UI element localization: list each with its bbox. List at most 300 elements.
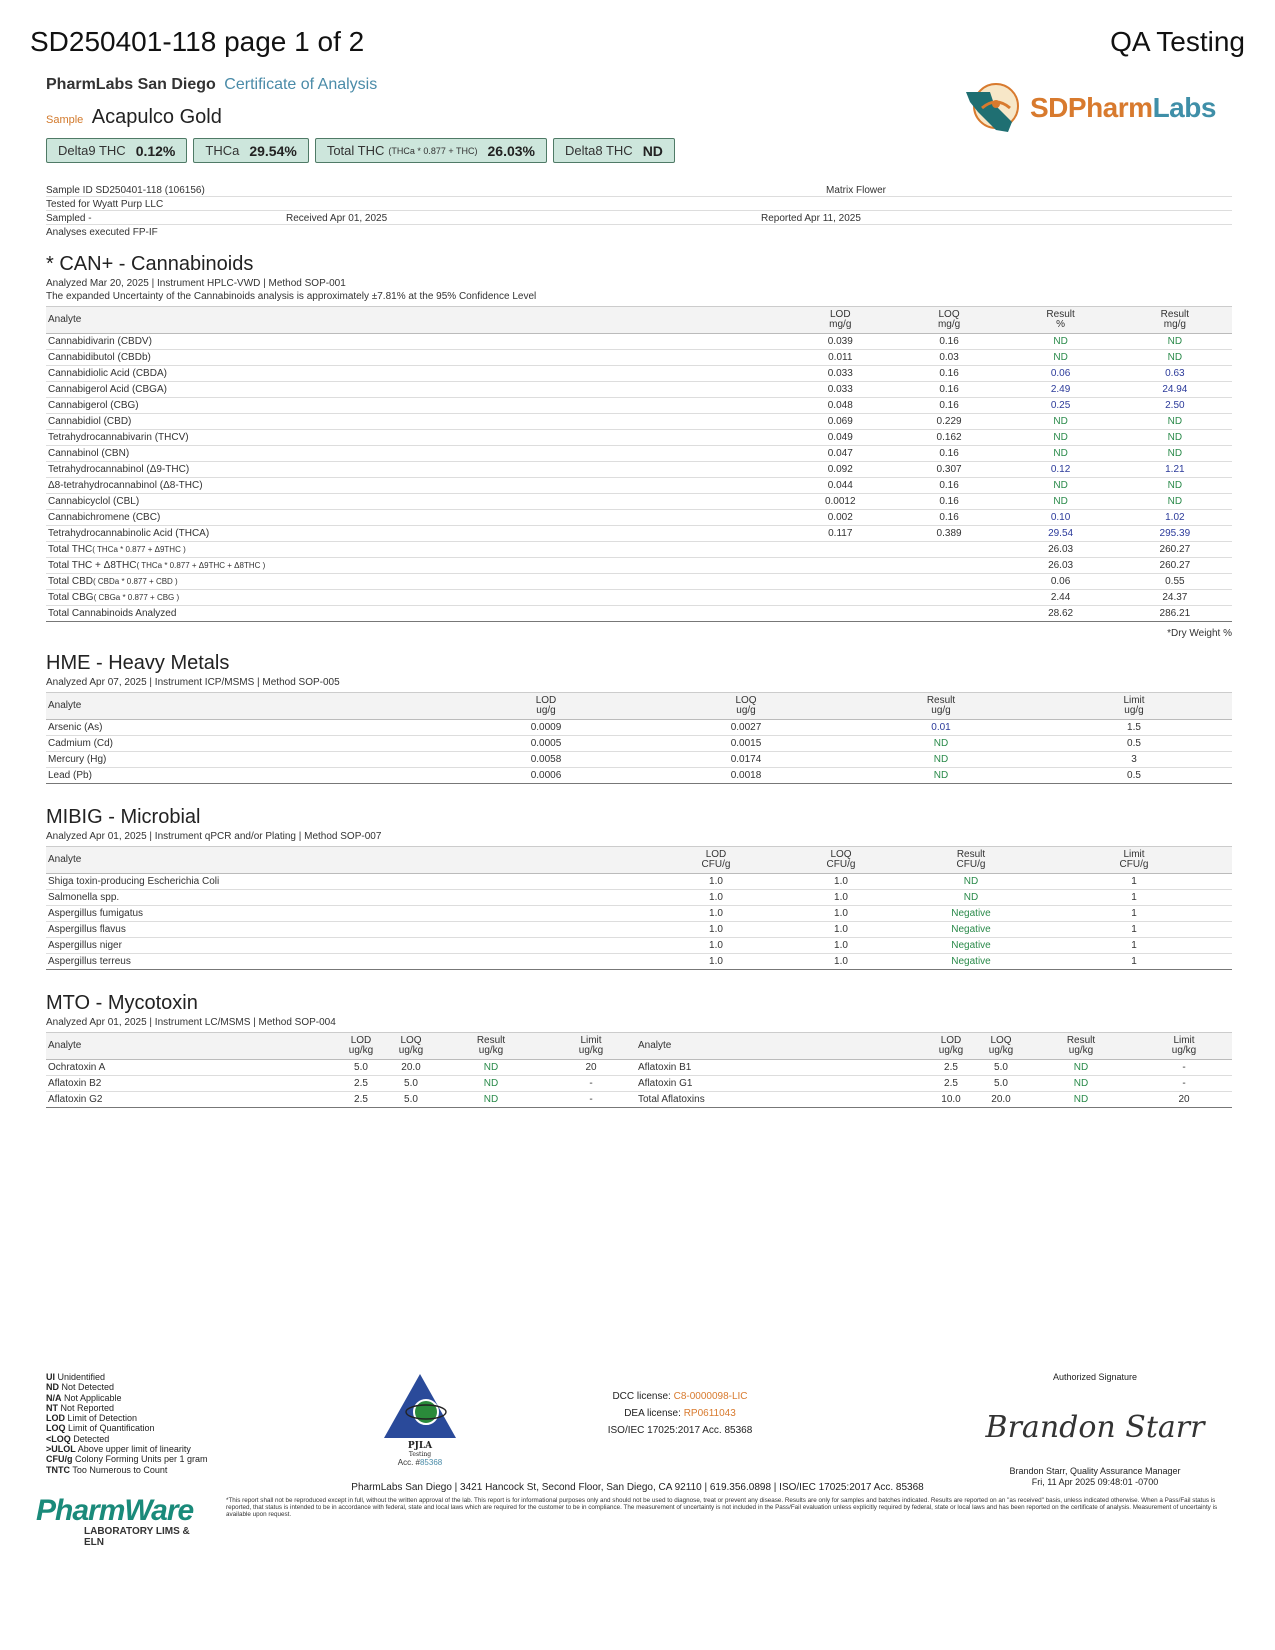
uncertainty-note: The expanded Uncertainty of the Cannabinoids analysis is approximately ±7.81% at the 95% Confidence Level <box>46 291 537 302</box>
table-row <box>46 526 1232 542</box>
table-cell: 1.0 <box>656 874 776 890</box>
table-cell: ND <box>1118 414 1232 430</box>
table-cell: ND <box>1026 1060 1136 1076</box>
table-row <box>46 720 1232 736</box>
table-cell: 20 <box>546 1060 636 1076</box>
table-cell: 0.389 <box>895 526 1004 542</box>
table-cell: ND <box>1118 334 1232 350</box>
table-cell: Tetrahydrocannabinol (Δ9-THC) <box>46 462 786 478</box>
logo-labs: Labs <box>1152 92 1216 123</box>
cannabinoids-table <box>46 306 1232 622</box>
signed-date: Fri, 11 Apr 2025 09:48:01 -0700 <box>1031 1477 1159 1487</box>
dcc-license: DCC license: C8-0000098-LIC <box>612 1391 748 1402</box>
table-cell: 1.0 <box>776 922 906 938</box>
table-cell <box>786 574 895 590</box>
footer-address: PharmLabs San Diego | 3421 Hancock St, Second Floor, San Diego, CA 92110 | 619.356.0898 | ISO/IEC 17025:2017 Acc. 85368 <box>351 1482 924 1493</box>
table-cell: 1 <box>1036 874 1232 890</box>
table-cell: - <box>1136 1076 1232 1092</box>
table-row <box>46 398 1232 414</box>
table-cell: 2.44 <box>1003 590 1117 606</box>
table-cell: ND <box>846 736 1036 752</box>
table-cell <box>895 542 1004 558</box>
sampled: Sampled - <box>46 213 92 224</box>
table-cell <box>895 574 1004 590</box>
meta-row <box>46 183 1232 197</box>
table-cell: 1.0 <box>656 906 776 922</box>
table-cell: Arsenic (As) <box>46 720 446 736</box>
badge-delta8 <box>553 138 675 163</box>
table-cell: ND <box>436 1060 546 1076</box>
table-cell: 24.94 <box>1118 382 1232 398</box>
table-cell: Cannabidivarin (CBDV) <box>46 334 786 350</box>
table-row <box>46 350 1232 366</box>
header-loq: LOQ CFU/g <box>776 847 906 874</box>
table-cell: 5.0 <box>976 1076 1026 1092</box>
table-cell: Negative <box>906 906 1036 922</box>
table-cell: 0.039 <box>786 334 895 350</box>
table-cell: ND <box>906 874 1036 890</box>
mycotoxin-section <box>46 992 1232 1108</box>
table-cell: ND <box>1003 350 1117 366</box>
table-cell: 0.16 <box>895 478 1004 494</box>
header-limit: Limit ug/g <box>1036 693 1232 720</box>
table-row <box>46 1076 1232 1092</box>
section-subtitle: Analyzed Mar 20, 2025 | Instrument HPLC-VWD | Method SOP-001 <box>46 278 346 289</box>
table-cell: 20.0 <box>976 1092 1026 1108</box>
table-cell: 1 <box>1036 890 1232 906</box>
table-cell: 286.21 <box>1118 606 1232 622</box>
table-cell: 1.0 <box>776 906 906 922</box>
logo-pharm: Pharm <box>1067 92 1153 123</box>
badge-value: 26.03% <box>487 142 535 159</box>
table-cell: 0.16 <box>895 366 1004 382</box>
table-row <box>46 1092 1232 1108</box>
table-cell: Aspergillus terreus <box>46 954 656 970</box>
table-cell: 2.50 <box>1118 398 1232 414</box>
table-cell: 1.0 <box>776 954 906 970</box>
lab-name: PharmLabs San Diego <box>46 76 216 93</box>
table-cell: 0.06 <box>1003 366 1117 382</box>
table-cell: 0.162 <box>895 430 1004 446</box>
table-cell: 5.0 <box>976 1060 1026 1076</box>
table-cell: ND <box>436 1076 546 1092</box>
table-cell: 0.16 <box>895 494 1004 510</box>
table-cell: 0.044 <box>786 478 895 494</box>
signer-name: Brandon Starr, Quality Assurance Manager <box>1009 1466 1181 1476</box>
tested-for: Tested for Wyatt Purp LLC <box>46 199 164 210</box>
cannabinoids-section <box>46 253 1232 639</box>
table-cell: Cadmium (Cd) <box>46 736 446 752</box>
table-row <box>46 366 1232 382</box>
header-lod: LOD ug/kg <box>926 1033 976 1060</box>
heavy-metals-section <box>46 652 1232 784</box>
section-title: HME - Heavy Metals <box>46 652 230 674</box>
disclaimer: *This report shall not be reproduced except in full, without the written approval of the lab. This report is for informational purposes only and should not be used to diagnose, treat or prevent any disease. Results are only for samples and batches indicated. Results are reported on an "as received" basis, unless indicated otherwise. When a Pass/Fail status is reported, that status is intended to be in accordance with federal, state and local laws which are required for the customer to be in compliance. The measurement of uncertainty is not included in the Pass/Fail evaluation unless explicitly required by federal, state or local laws and has been reported on the certificate of analysis. Measurement of uncertainty is available upon request. <box>226 1497 1218 1518</box>
table-row <box>46 752 1232 768</box>
table-cell: Cannabigerol (CBG) <box>46 398 786 414</box>
report-title: SD250401-118 page 1 of 2 <box>30 26 365 57</box>
table-cell: ND <box>1118 430 1232 446</box>
total-label: Total CBD( CBDa * 0.877 + CBD ) <box>46 574 786 590</box>
badge-total-thc <box>315 138 547 163</box>
table-cell: 5.0 <box>386 1092 436 1108</box>
header-analyte: Analyte <box>46 847 656 874</box>
table-cell: ND <box>1003 430 1117 446</box>
signature-block <box>975 1372 1215 1488</box>
table-cell: 1.0 <box>656 922 776 938</box>
table-cell: 26.03 <box>1003 542 1117 558</box>
meta-row <box>46 197 1232 211</box>
header-lod: LOD mg/g <box>786 307 895 334</box>
heavy-metals-table <box>46 692 1232 784</box>
table-cell: 0.16 <box>895 382 1004 398</box>
table-cell: Negative <box>906 954 1036 970</box>
table-row <box>46 954 1232 970</box>
section-title: MTO - Mycotoxin <box>46 992 198 1014</box>
table-cell: 3 <box>1036 752 1232 768</box>
doc-type: Certificate of Analysis <box>224 76 378 93</box>
table-cell <box>895 558 1004 574</box>
table-cell: ND <box>1118 478 1232 494</box>
table-cell: ND <box>1003 446 1117 462</box>
table-row <box>46 334 1232 350</box>
acc-number: Acc. #85368 <box>397 1458 443 1467</box>
badge-thca <box>193 138 308 163</box>
table-row <box>46 574 1232 590</box>
legend-item: TNTC Too Numerous to Count <box>46 1464 168 1475</box>
table-row <box>46 542 1232 558</box>
table-cell: 0.16 <box>895 510 1004 526</box>
table-cell: 0.0012 <box>786 494 895 510</box>
table-cell: 0.117 <box>786 526 895 542</box>
table-cell: 0.10 <box>1003 510 1117 526</box>
badge-formula: (THCa * 0.877 + THC) <box>388 145 478 156</box>
table-cell: 0.002 <box>786 510 895 526</box>
table-cell: ND <box>1118 350 1232 366</box>
table-cell: 0.5 <box>1036 768 1232 784</box>
table-cell: ND <box>1003 414 1117 430</box>
table-cell: 5.0 <box>336 1060 386 1076</box>
table-row <box>46 414 1232 430</box>
signature-heading: Authorized Signature <box>1052 1372 1138 1382</box>
california-logo-icon <box>960 78 1024 138</box>
table-cell: 0.03 <box>895 350 1004 366</box>
table-cell: ND <box>436 1092 546 1108</box>
table-cell: 26.03 <box>1003 558 1117 574</box>
table-cell: 1.0 <box>776 890 906 906</box>
sample-line <box>46 106 222 129</box>
microbial-section <box>46 806 1232 970</box>
table-cell: 0.0058 <box>446 752 646 768</box>
table-cell: Tetrahydrocannabinolic Acid (THCA) <box>46 526 786 542</box>
table-cell: Aflatoxin B2 <box>46 1076 336 1092</box>
table-cell: 0.069 <box>786 414 895 430</box>
table-cell: 2.5 <box>336 1076 386 1092</box>
table-row <box>46 590 1232 606</box>
table-row <box>46 558 1232 574</box>
header-lod: LOD ug/kg <box>336 1033 386 1060</box>
table-row <box>46 382 1232 398</box>
table-cell: 1 <box>1036 906 1232 922</box>
table-cell: 28.62 <box>1003 606 1117 622</box>
table-cell: Aspergillus fumigatus <box>46 906 656 922</box>
mycotoxin-table <box>46 1032 1232 1108</box>
table-cell: 0.12 <box>1003 462 1117 478</box>
table-cell: ND <box>846 768 1036 784</box>
table-cell: Cannabichromene (CBC) <box>46 510 786 526</box>
table-cell: Cannabinol (CBN) <box>46 446 786 462</box>
table-cell: 1.0 <box>656 938 776 954</box>
table-cell: ND <box>1118 494 1232 510</box>
table-cell: ND <box>1003 478 1117 494</box>
table-cell: Aspergillus niger <box>46 938 656 954</box>
header-analyte: Analyte <box>46 307 786 334</box>
pjla-testing: Testing <box>408 1451 432 1458</box>
sample-label: Sample <box>46 114 84 126</box>
table-cell: 2.49 <box>1003 382 1117 398</box>
license-block <box>540 1388 820 1439</box>
received: Received Apr 01, 2025 <box>286 213 388 224</box>
header-loq: LOQ mg/g <box>895 307 1004 334</box>
header-analyte: Analyte <box>46 693 446 720</box>
table-cell: Aspergillus flavus <box>46 922 656 938</box>
table-row <box>46 938 1232 954</box>
table-cell: 0.048 <box>786 398 895 414</box>
table-cell <box>895 606 1004 622</box>
legend-item: ND Not Detected <box>46 1382 115 1393</box>
badge-value: ND <box>642 142 663 159</box>
table-cell: 20 <box>1136 1092 1232 1108</box>
pharmware-logo <box>36 1494 206 1550</box>
total-label: Total THC( THCa * 0.877 + Δ9THC ) <box>46 542 786 558</box>
header-result: Result ug/kg <box>436 1033 546 1060</box>
table-cell: 0.033 <box>786 382 895 398</box>
table-cell: Ochratoxin A <box>46 1060 336 1076</box>
analyses-executed: Analyses executed FP-IF <box>46 227 158 238</box>
table-row <box>46 736 1232 752</box>
table-cell: 0.0027 <box>646 720 846 736</box>
badge-label: Total THC <box>326 143 385 158</box>
header-result: Result ug/g <box>846 693 1036 720</box>
abbreviation-legend <box>46 1372 208 1475</box>
legend-item: LOD Limit of Detection <box>46 1413 138 1424</box>
table-cell: ND <box>1118 446 1232 462</box>
table-cell: 2.5 <box>926 1076 976 1092</box>
table-cell: 260.27 <box>1118 542 1232 558</box>
meta-row <box>46 211 1232 225</box>
table-cell: Cannabidiol (CBD) <box>46 414 786 430</box>
table-row <box>46 890 1232 906</box>
table-row <box>46 494 1232 510</box>
table-header <box>46 847 1232 874</box>
dea-license: DEA license: RP0611043 <box>624 1408 736 1419</box>
table-cell: Cannabidibutol (CBDb) <box>46 350 786 366</box>
legend-item: UI Unidentified <box>46 1372 106 1382</box>
table-cell: Lead (Pb) <box>46 768 446 784</box>
section-subtitle: Analyzed Apr 07, 2025 | Instrument ICP/MSMS | Method SOP-005 <box>46 677 340 688</box>
table-row <box>46 768 1232 784</box>
table-cell: Δ8-tetrahydrocannabinol (Δ8-THC) <box>46 478 786 494</box>
pjla-accreditation <box>380 1372 460 1468</box>
table-cell: 20.0 <box>386 1060 436 1076</box>
table-header <box>46 1033 1232 1060</box>
table-cell: Cannabidiolic Acid (CBDA) <box>46 366 786 382</box>
table-cell: 0.307 <box>895 462 1004 478</box>
table-cell: Salmonella spp. <box>46 890 656 906</box>
microbial-table <box>46 846 1232 970</box>
total-label: Total CBG( CBGa * 0.877 + CBG ) <box>46 590 786 606</box>
table-cell: 10.0 <box>926 1092 976 1108</box>
table-header <box>46 693 1232 720</box>
table-cell: 2.5 <box>336 1092 386 1108</box>
table-cell: ND <box>906 890 1036 906</box>
table-cell: Aflatoxin G2 <box>46 1092 336 1108</box>
lab-line <box>46 76 377 94</box>
section-title: * CAN+ - Cannabinoids <box>46 253 254 275</box>
table-cell: 24.37 <box>1118 590 1232 606</box>
header-result: Result CFU/g <box>906 847 1036 874</box>
header-analyte: Analyte <box>46 1033 336 1060</box>
total-label: Total Cannabinoids Analyzed <box>46 606 786 622</box>
table-cell: ND <box>1026 1092 1136 1108</box>
section-subtitle: Analyzed Apr 01, 2025 | Instrument LC/MSMS | Method SOP-004 <box>46 1017 336 1028</box>
table-cell: 1 <box>1036 938 1232 954</box>
legend-item: N/A Not Applicable <box>46 1392 122 1403</box>
legend-item: CFU/g Colony Forming Units per 1 gram <box>46 1454 208 1465</box>
table-cell <box>786 558 895 574</box>
table-cell: 0.0015 <box>646 736 846 752</box>
table-cell: 0.63 <box>1118 366 1232 382</box>
table-cell: ND <box>1026 1076 1136 1092</box>
badge-value: 0.12% <box>135 142 176 159</box>
table-cell: ND <box>846 752 1036 768</box>
table-cell: 1.0 <box>656 954 776 970</box>
table-cell: Aflatoxin B1 <box>636 1060 926 1076</box>
table-cell: 0.16 <box>895 446 1004 462</box>
header-limit: Limit ug/kg <box>1136 1033 1232 1060</box>
badge-label: Delta8 THC <box>565 143 633 158</box>
meta-row <box>46 225 1232 239</box>
table-cell: 0.0005 <box>446 736 646 752</box>
section-subtitle: Analyzed Apr 01, 2025 | Instrument qPCR and/or Plating | Method SOP-007 <box>46 831 382 842</box>
header-result: Result ug/kg <box>1026 1033 1136 1060</box>
table-cell: 0.0174 <box>646 752 846 768</box>
potency-badges <box>46 138 675 163</box>
table-cell: Cannabigerol Acid (CBGA) <box>46 382 786 398</box>
section-title: MIBIG - Microbial <box>46 806 201 828</box>
header-limit: Limit ug/kg <box>546 1033 636 1060</box>
table-cell: Mercury (Hg) <box>46 752 446 768</box>
table-cell: 0.16 <box>895 398 1004 414</box>
table-cell: 0.01 <box>846 720 1036 736</box>
header-result-mg: Result mg/g <box>1118 307 1232 334</box>
pjla-logo-icon <box>380 1372 460 1458</box>
table-cell: 0.06 <box>1003 574 1117 590</box>
table-cell: 295.39 <box>1118 526 1232 542</box>
table-cell: 1.02 <box>1118 510 1232 526</box>
header-lod: LOD CFU/g <box>656 847 776 874</box>
table-row <box>46 430 1232 446</box>
table-cell: 29.54 <box>1003 526 1117 542</box>
table-cell: Cannabicyclol (CBL) <box>46 494 786 510</box>
table-cell <box>895 590 1004 606</box>
table-cell: 1.21 <box>1118 462 1232 478</box>
sdpharmlabs-logo <box>960 78 1230 138</box>
header-result-pct: Result % <box>1003 307 1117 334</box>
table-cell: 1 <box>1036 922 1232 938</box>
table-cell: Negative <box>906 938 1036 954</box>
table-cell: 5.0 <box>386 1076 436 1092</box>
table-cell: 0.0009 <box>446 720 646 736</box>
table-cell: 0.25 <box>1003 398 1117 414</box>
legend-item: LOQ Limit of Quantification <box>46 1423 155 1434</box>
table-row <box>46 1060 1232 1076</box>
table-row <box>46 510 1232 526</box>
table-cell: 0.092 <box>786 462 895 478</box>
header-limit: Limit CFU/g <box>1036 847 1232 874</box>
header-loq: LOQ ug/kg <box>976 1033 1026 1060</box>
matrix: Matrix Flower <box>826 185 887 196</box>
table-cell: 1.0 <box>776 938 906 954</box>
logo-sd: SD <box>1030 92 1068 123</box>
badge-label: THCa <box>205 143 240 158</box>
table-cell <box>786 606 895 622</box>
legend-item: <LOQ Detected <box>46 1433 110 1444</box>
table-cell: 2.5 <box>926 1060 976 1076</box>
header-lod: LOD ug/g <box>446 693 646 720</box>
legend-item: >ULOL Above upper limit of linearity <box>46 1444 191 1455</box>
handwritten-signature: Brandon Starr <box>985 1410 1205 1445</box>
table-row <box>46 478 1232 494</box>
table-cell: 1.0 <box>776 874 906 890</box>
table-cell <box>786 542 895 558</box>
table-cell: 0.229 <box>895 414 1004 430</box>
header-analyte: Analyte <box>636 1033 926 1060</box>
table-row <box>46 606 1232 622</box>
header-loq: LOQ ug/g <box>646 693 846 720</box>
table-row <box>46 874 1232 890</box>
table-cell: 0.049 <box>786 430 895 446</box>
table-cell: 0.16 <box>895 334 1004 350</box>
sample-name: Acapulco Gold <box>91 106 222 128</box>
header-loq: LOQ ug/kg <box>386 1033 436 1060</box>
table-cell: Negative <box>906 922 1036 938</box>
table-row <box>46 446 1232 462</box>
dry-weight-note: *Dry Weight % <box>1167 628 1232 639</box>
table-cell: 0.5 <box>1036 736 1232 752</box>
pharmware-tagline: LABORATORY LIMS & ELN <box>84 1526 190 1548</box>
badge-label: Delta9 THC <box>58 143 126 158</box>
table-cell: 0.0018 <box>646 768 846 784</box>
table-cell: 0.0006 <box>446 768 646 784</box>
table-row <box>46 906 1232 922</box>
table-cell: Total Aflatoxins <box>636 1092 926 1108</box>
report-type: QA Testing <box>1110 26 1245 57</box>
table-cell: 0.55 <box>1118 574 1232 590</box>
table-cell: - <box>1136 1060 1232 1076</box>
table-cell: 1 <box>1036 954 1232 970</box>
iso-line: ISO/IEC 17025:2017 Acc. 85368 <box>607 1425 753 1436</box>
table-cell: - <box>546 1076 636 1092</box>
logo-wordmark <box>1030 92 1216 124</box>
table-cell: ND <box>1003 334 1117 350</box>
table-cell: 260.27 <box>1118 558 1232 574</box>
table-cell: Aflatoxin G1 <box>636 1076 926 1092</box>
sample-meta <box>46 183 1232 239</box>
total-label: Total THC + Δ8THC( THCa * 0.877 + Δ9THC + Δ8THC ) <box>46 558 786 574</box>
table-row <box>46 922 1232 938</box>
table-cell: 1.0 <box>656 890 776 906</box>
